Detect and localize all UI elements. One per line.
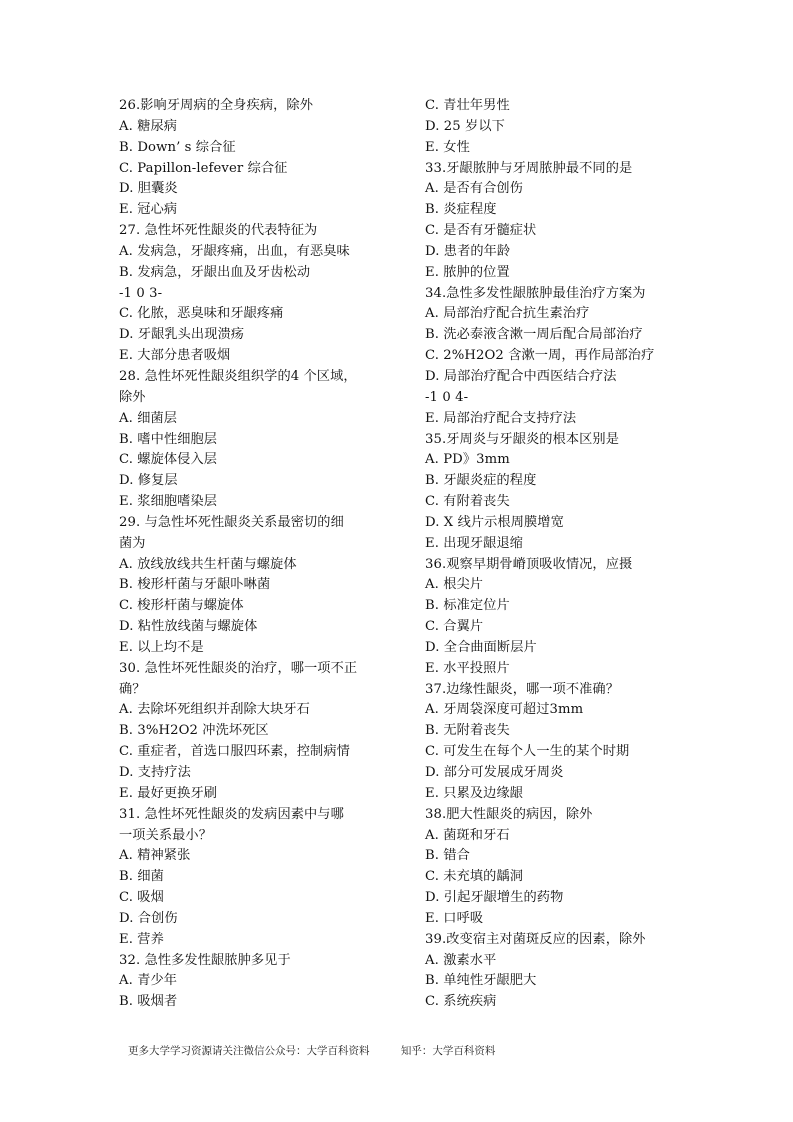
text-line: 30. 急性坏死性龈炎的治疗，哪一项不正	[119, 660, 358, 676]
text-line: D. 合创伤	[119, 910, 178, 926]
text-line: E. 冠心病	[119, 202, 178, 218]
text-line: C. 未充填的龋洞	[425, 869, 524, 885]
text-line: C. 可发生在每个人一生的某个时期	[425, 744, 630, 760]
right-column	[425, 96, 685, 1013]
text-line: 39.改变宿主对菌斑反应的因素，除外	[425, 931, 646, 947]
text-line: D. 25 岁以下	[425, 118, 505, 134]
text-line: 36.观察早期骨嵴顶吸收情况，应摄	[425, 556, 633, 572]
text-line: B. 3%H2O2 冲洗坏死区	[119, 723, 269, 739]
text-line: D. 局部治疗配合中西医结合疗法	[425, 368, 617, 384]
text-line: 27. 急性坏死性龈炎的代表特征为	[119, 223, 318, 239]
text-line: B. 单纯性牙龈肥大	[425, 973, 537, 989]
text-line: C. 螺旋体侵入层	[119, 452, 218, 468]
text-line: A. 牙周袋深度可超过3mm	[425, 702, 584, 718]
text-line: E. 浆细胞嗜染层	[119, 494, 218, 510]
text-line: B. Down’ s 综合征	[119, 139, 236, 155]
footer-wechat-note: 更多大学学习资源请关注微信公众号：大学百科资料	[128, 1045, 370, 1057]
text-line: C. Papillon-lefever 综合征	[119, 160, 288, 176]
text-line: D. 部分可发展成牙周炎	[425, 765, 564, 780]
text-line: C. 吸烟	[119, 890, 164, 906]
text-line: A. 是否有合创伤	[425, 181, 523, 197]
text-line: C. 是否有牙髓症状	[425, 223, 537, 239]
text-line: D. 引起牙龈增生的药物	[425, 890, 564, 906]
text-line: D. 修复层	[119, 473, 178, 489]
text-line: -1 0 4-	[425, 389, 469, 405]
text-line: C. 有附着丧失	[425, 494, 510, 510]
text-line: A. 青少年	[119, 973, 178, 989]
text-line: E. 营养	[119, 931, 164, 947]
text-line: E. 以上均不是	[119, 639, 204, 655]
text-line: C. 化脓，恶臭味和牙龈疼痛	[119, 306, 284, 322]
text-line: B. 牙龈炎症的程度	[425, 473, 537, 489]
text-line: 28. 急性坏死性龈炎组织学的4 个区域，	[119, 368, 357, 384]
text-line: E. 脓肿的位置	[425, 264, 510, 280]
text-line: C. 青壮年男性	[425, 98, 510, 113]
text-line: B. 发病急，牙龈出血及牙齿松动	[119, 264, 311, 280]
text-line: -1 0 3-	[119, 285, 163, 301]
footer-zhihu-note: 知乎：大学百科资料	[400, 1045, 496, 1057]
text-line: B. 错合	[425, 848, 470, 864]
text-line: 32. 急性多发性龈脓肿多见于	[119, 952, 291, 968]
text-line: E. 水平投照片	[425, 660, 510, 676]
text-line: B. 洗必泰液含漱一周后配合局部治疗	[425, 327, 643, 343]
text-line: D. X 线片示根周膜增宽	[425, 514, 564, 530]
page-footer	[128, 1043, 495, 1058]
text-line: D. 支持疗法	[119, 765, 191, 780]
text-line: 一项关系最小？	[119, 827, 213, 843]
text-line: D. 胆囊炎	[119, 181, 178, 197]
text-line: 35.牙周炎与牙龈炎的根本区别是	[425, 431, 620, 447]
text-line: 菌为	[119, 535, 146, 551]
text-line: A. 根尖片	[425, 577, 484, 593]
text-line: 38.肥大性龈炎的病因，除外	[425, 806, 593, 822]
text-line: A. 放线放线共生杆菌与螺旋体	[119, 556, 297, 572]
text-line: D. 粘性放线菌与螺旋体	[119, 619, 258, 635]
text-line: B. 吸烟者	[119, 994, 178, 1010]
text-line: A. 菌斑和牙石	[425, 827, 510, 843]
text-line: A. 局部治疗配合抗生素治疗	[425, 306, 590, 322]
text-line: A. PD》3mm	[425, 452, 510, 468]
left-column	[119, 96, 389, 1013]
text-line: E. 只累及边缘龈	[425, 785, 524, 801]
text-line: C. 2%H2O2 含漱一周，再作局部治疗	[425, 348, 655, 364]
text-line: B. 炎症程度	[425, 202, 497, 218]
text-line: A. 发病急，牙龈疼痛，出血，有恶臭味	[119, 243, 350, 259]
text-line: 33.牙龈脓肿与牙周脓肿最不同的是	[425, 160, 633, 176]
text-line: C. 系统疾病	[425, 994, 497, 1010]
text-line: E. 最好更换牙刷	[119, 785, 218, 801]
text-line: 确？	[119, 681, 146, 697]
text-line: B. 标准定位片	[425, 598, 510, 614]
text-line: B. 梭形杆菌与牙龈卟啉菌	[119, 577, 271, 593]
text-line: E. 出现牙龈退缩	[425, 535, 524, 551]
text-line: E. 大部分患者吸烟	[119, 348, 231, 364]
text-line: D. 牙龈乳头出现溃疡	[119, 327, 245, 343]
text-line: D. 患者的年龄	[425, 243, 511, 259]
text-line: 26.影响牙周病的全身疾病，除外	[119, 98, 314, 113]
text-line: 37.边缘性龈炎，哪一项不准确？	[425, 681, 620, 697]
text-line: A. 细菌层	[119, 410, 178, 426]
text-line: B. 无附着丧失	[425, 723, 510, 739]
text-line: E. 女性	[425, 139, 470, 155]
text-line: B. 嗜中性细胞层	[119, 431, 218, 447]
text-line: C. 梭形杆菌与螺旋体	[119, 598, 244, 614]
text-line: A. 激素水平	[425, 952, 497, 968]
text-line: B. 细菌	[119, 869, 164, 885]
text-line: A. 糖尿病	[119, 118, 178, 134]
text-line: 31. 急性坏死性龈炎的发病因素中与哪	[119, 806, 344, 822]
text-line: D. 全合曲面断层片	[425, 639, 537, 655]
text-line: A. 去除坏死组织并刮除大块牙石	[119, 702, 310, 718]
text-line: 除外	[119, 389, 146, 405]
text-line: 29. 与急性坏死性龈炎关系最密切的细	[119, 514, 344, 530]
text-line: C. 重症者，首选口服四环素，控制病情	[119, 744, 350, 760]
text-line: 34.急性多发性龈脓肿最佳治疗方案为	[425, 285, 646, 301]
text-line: A. 精神紧张	[119, 848, 191, 864]
text-line: C. 合翼片	[425, 619, 484, 635]
text-line: E. 局部治疗配合支持疗法	[425, 410, 577, 426]
text-line: E. 口呼吸	[425, 910, 484, 926]
